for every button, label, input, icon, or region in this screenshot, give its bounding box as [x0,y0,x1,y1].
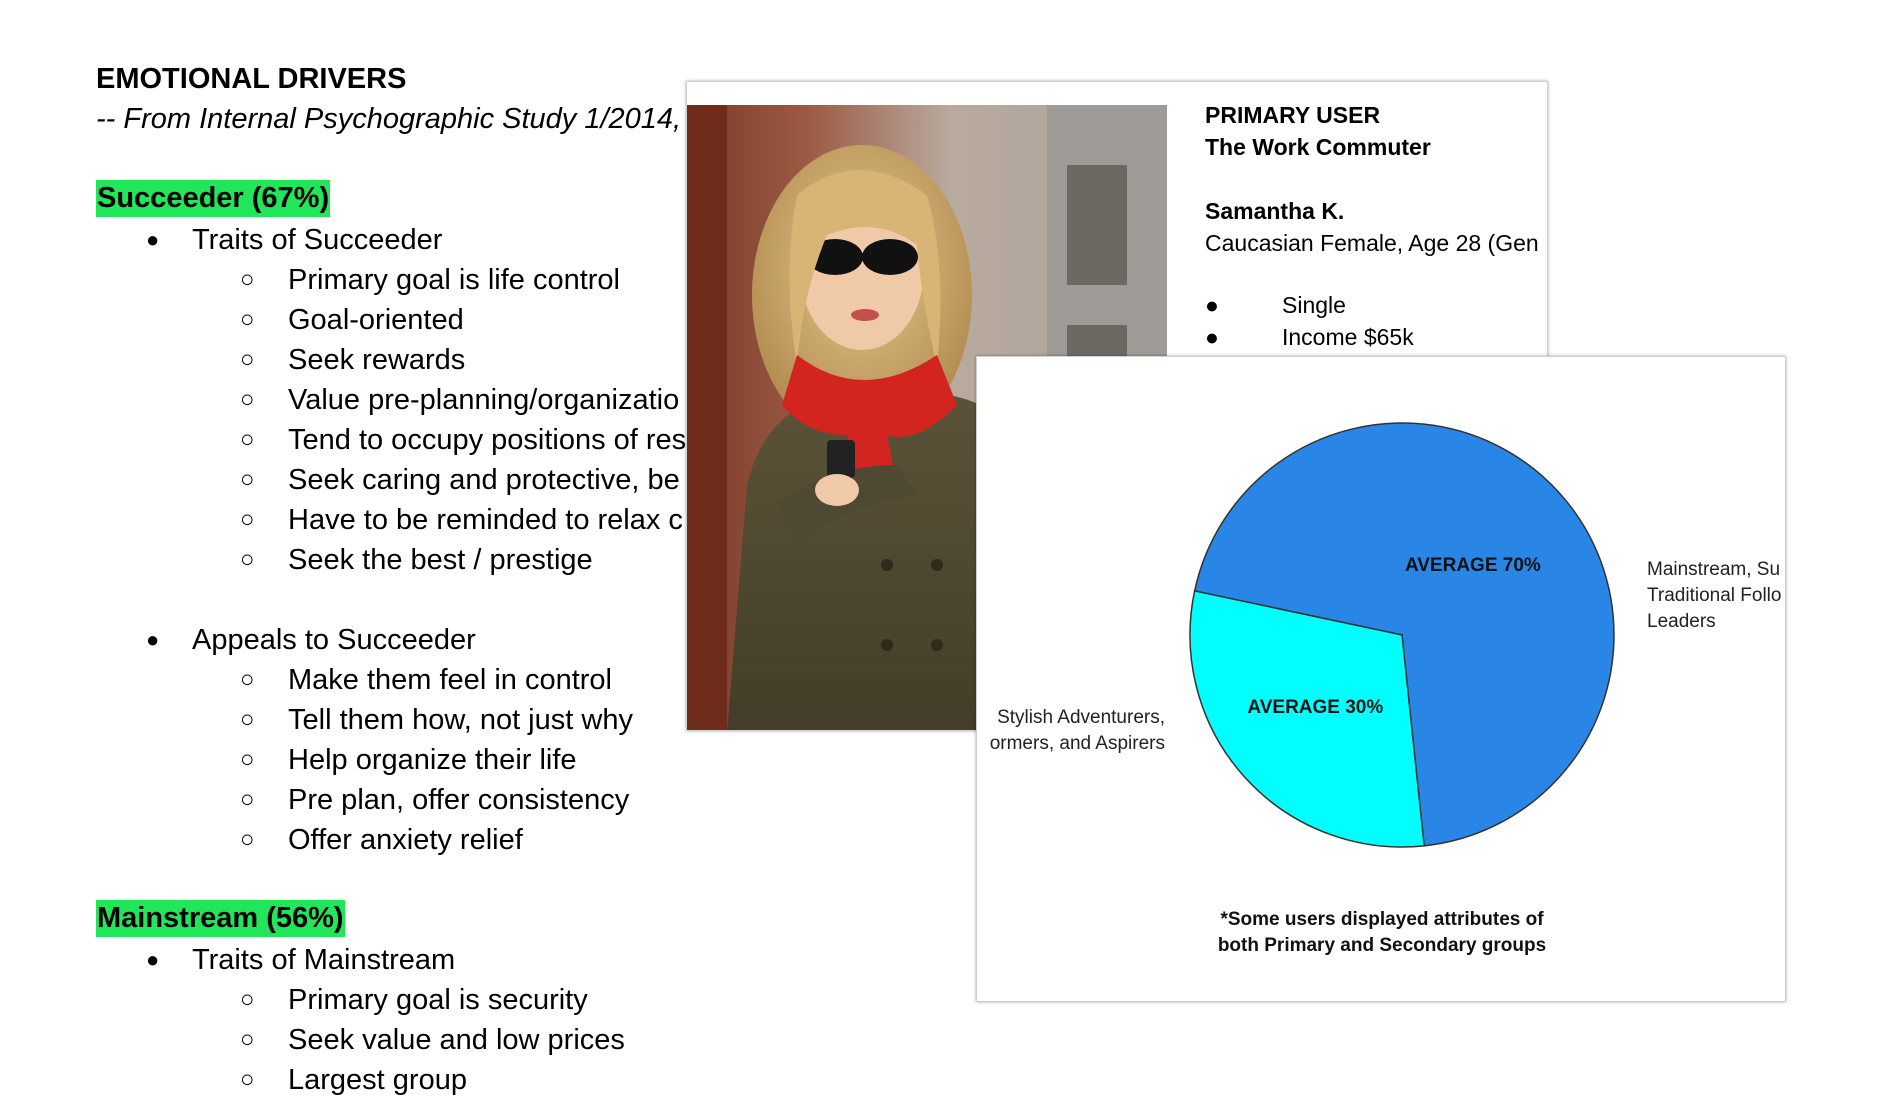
sub-bullet-text: Goal-oriented [288,304,464,336]
sub-bullet-text: Primary goal is security [288,984,588,1016]
circle-bullet-icon: ○ [240,746,255,773]
bullet-dot-icon: ● [146,947,160,972]
sub-bullet [240,540,593,580]
sub-bullet [240,300,464,340]
circle-bullet-icon: ○ [240,426,255,453]
section-heading-succeeder: Succeeder (67%) [96,180,330,217]
persona-name: Samantha K. [1205,198,1345,224]
sub-bullet-text: Have to be reminded to relax c [288,504,683,536]
circle-bullet-icon: ○ [240,1066,255,1093]
pie-slices [1190,423,1614,847]
chart-footnote-line: *Some users displayed attributes of [1220,909,1544,930]
circle-bullet-icon: ○ [240,1026,255,1053]
chart-left-label [977,705,1165,757]
sub-bullet [240,1020,625,1060]
persona-description: Caucasian Female, Age 28 (Gen [1205,230,1539,256]
sub-bullet [240,700,633,740]
bullet-label: Appeals to Succeeder [192,624,476,656]
chart-footnote [1077,907,1687,959]
sub-bullet [240,500,683,540]
pie-slice-label: AVERAGE 30% [1247,697,1384,719]
bullet-dot-icon: ● [1205,324,1219,350]
circle-bullet-icon: ○ [240,666,255,693]
persona-subheading: The Work Commuter [1205,134,1431,160]
chart-left-label-line: ormers, and Aspirers [989,733,1165,754]
persona-bullet [1205,324,1219,351]
sub-bullet [240,740,577,780]
bullet-dot-icon: ● [1205,292,1219,318]
sub-bullet [240,980,588,1020]
section-heading-mainstream: Mainstream (56%) [96,900,345,937]
circle-bullet-icon: ○ [240,266,255,293]
chart-right-label-line: Traditional Follo [1647,585,1782,606]
sub-bullet-text: Seek the best / prestige [288,544,593,576]
sub-bullet-text: Offer anxiety relief [288,824,523,856]
bullet-dot-icon: ● [146,227,160,252]
bullet-appeals-to-succeeder [146,620,476,660]
document-title: EMOTIONAL DRIVERS [96,63,407,95]
bullet-dot-icon: ● [146,627,160,652]
chart-right-label [1647,557,1781,635]
persona-heading: PRIMARY USER [1205,102,1381,128]
sub-bullet [240,460,680,500]
bullet-label: Traits of Succeeder [192,224,443,256]
sub-bullet-text: Seek rewards [288,344,466,376]
circle-bullet-icon: ○ [240,786,255,813]
circle-bullet-icon: ○ [240,826,255,853]
circle-bullet-icon: ○ [240,986,255,1013]
sub-bullet-text: Make them feel in control [288,664,612,696]
bullet-label: Traits of Mainstream [192,944,456,976]
pie-chart-slide [976,356,1786,1002]
sub-bullet-text: Tell them how, not just why [288,704,633,736]
pie-chart [977,357,1786,1002]
circle-bullet-icon: ○ [240,706,255,733]
bullet-traits-of-mainstream [146,940,456,980]
circle-bullet-icon: ○ [240,306,255,333]
chart-right-label-line: Leaders [1647,611,1716,632]
sub-bullet [240,660,612,700]
sub-bullet-text: Seek value and low prices [288,1024,625,1056]
sub-bullet [240,780,630,820]
chart-right-label-line: Mainstream, Su [1647,559,1781,580]
circle-bullet-icon: ○ [240,346,255,373]
persona-bullet-text: Single [1282,292,1346,318]
bullet-traits-of-succeeder [146,220,443,260]
circle-bullet-icon: ○ [240,546,255,573]
sub-bullet-text: Primary goal is life control [288,264,620,296]
sub-bullet-text: Value pre-planning/organizatio [288,384,680,416]
sub-bullet-text: Help organize their life [288,744,577,776]
sub-bullet-text: Seek caring and protective, be [288,464,680,496]
sub-bullet-text: Pre plan, offer consistency [288,784,630,816]
circle-bullet-icon: ○ [240,466,255,493]
circle-bullet-icon: ○ [240,386,255,413]
chart-left-label-line: Stylish Adventurers, [997,707,1165,728]
sub-bullet [240,1060,467,1100]
document-subtitle: -- From Internal Psychographic Study 1/2014, [96,103,682,135]
circle-bullet-icon: ○ [240,506,255,533]
sub-bullet [240,340,466,380]
sub-bullet [240,380,680,420]
sub-bullet [240,420,687,460]
sub-bullet-text: Tend to occupy positions of res [288,424,687,456]
sub-bullet-text: Largest group [288,1064,467,1096]
persona-bullet [1205,292,1219,319]
sub-bullet [240,820,523,860]
chart-footnote-line: both Primary and Secondary groups [1217,935,1547,956]
pie-slice-label: AVERAGE 70% [1404,555,1541,577]
sub-bullet [240,260,620,300]
persona-bullet-text: Income $65k [1282,324,1414,350]
